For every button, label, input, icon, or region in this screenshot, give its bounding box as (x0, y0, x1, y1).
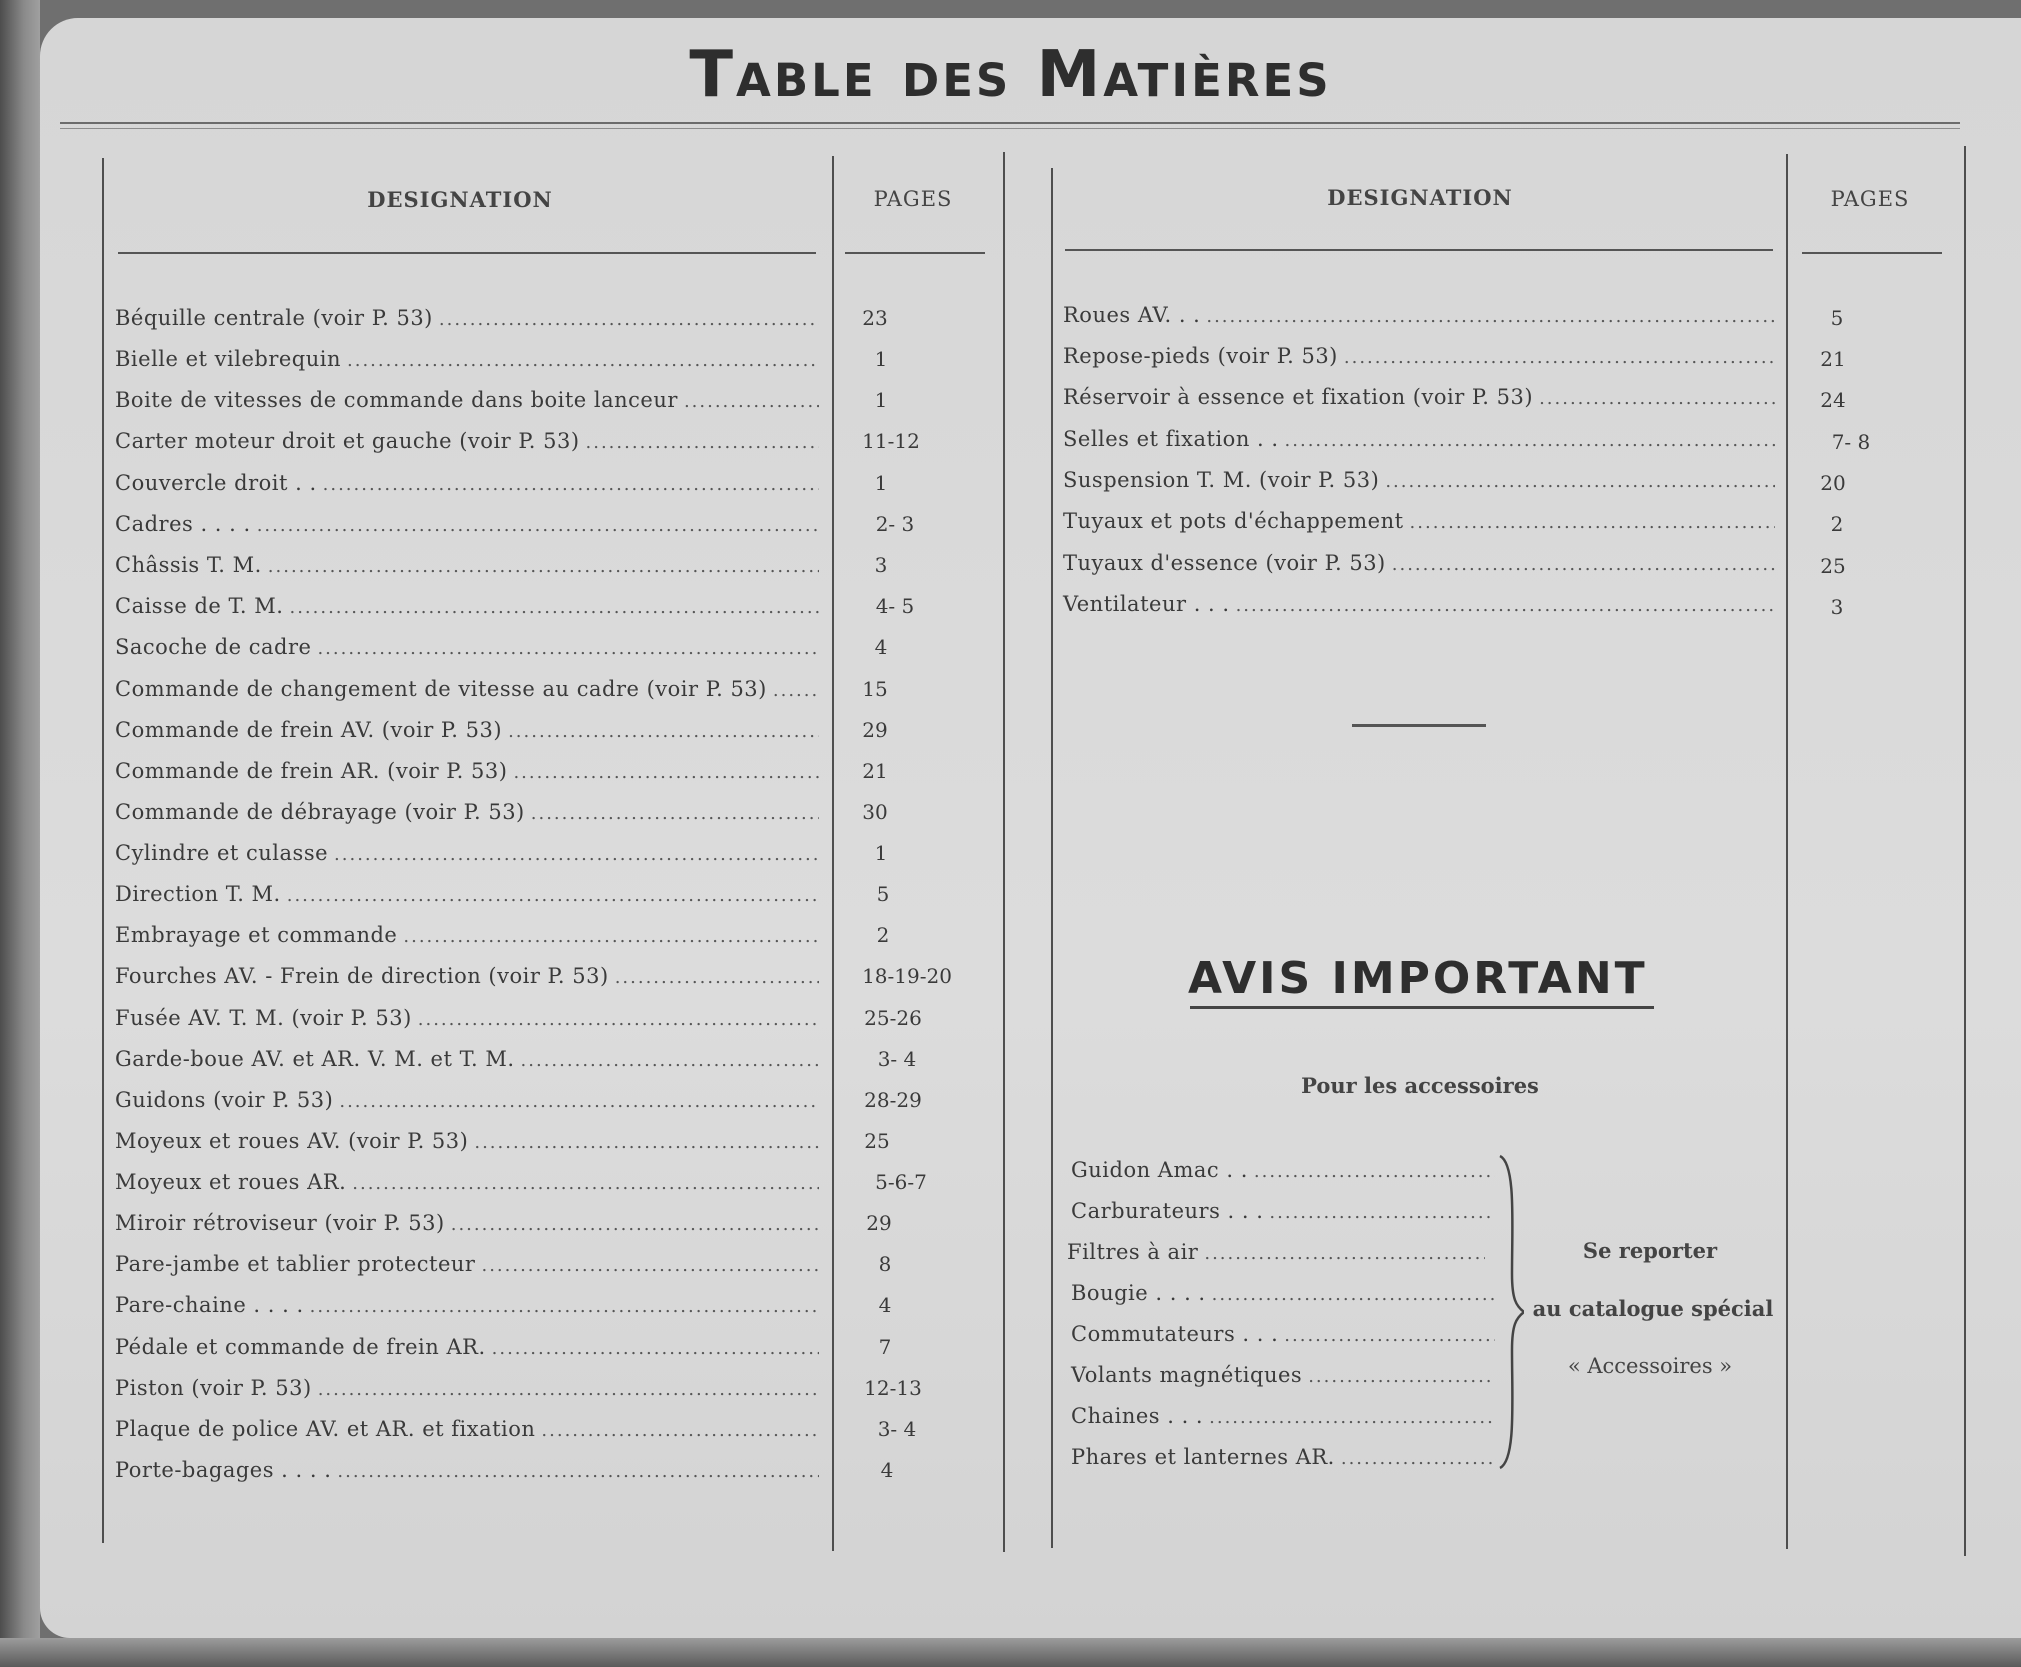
table-row (115, 305, 819, 333)
row-leader (615, 965, 819, 991)
row-leader (257, 513, 819, 539)
row-leader (586, 430, 819, 456)
row-leader (418, 1007, 819, 1033)
page-title: Table des Matières (689, 38, 1332, 112)
row-label: Cylindre et culasse (115, 841, 329, 865)
row-leader (492, 1336, 819, 1362)
table-row (115, 552, 819, 580)
avis-subtitle: Pour les accessoires (1301, 1073, 1539, 1098)
book-spine (0, 0, 40, 1667)
left-header-rule (118, 252, 816, 254)
row-label: Réservoir à essence et fixation (voir P. 53) (1063, 385, 1534, 409)
row-label: Boite de vitesses de commande dans boite lanceur (115, 388, 678, 412)
table-row (115, 963, 819, 991)
table-row (115, 1005, 819, 1033)
table-row (115, 634, 819, 662)
row-label: Moyeux et roues AV. (voir P. 53) (115, 1129, 469, 1153)
row-leader (1206, 304, 1775, 330)
note-line-1: Se reporter (1582, 1238, 1718, 1263)
right-header-pages: PAGES (1830, 187, 1910, 211)
note-line-2: au catalogue spécial (1532, 1296, 1774, 1321)
note-line-3: « Accessoires » (1567, 1354, 1733, 1378)
row-label: Commande de changement de vitesse au cadre (voir P. 53) (115, 677, 767, 701)
left-pages-divider (832, 156, 834, 1551)
row-page: 5 (876, 882, 890, 906)
row-page: 5 (1830, 306, 1844, 330)
right-header-designation: DESIGNATION (1327, 185, 1513, 210)
row-label: Direction T. M. (115, 882, 281, 906)
item-label: Filtres à air (1067, 1240, 1199, 1264)
table-row (115, 840, 819, 868)
row-leader (513, 760, 819, 786)
row-leader (268, 554, 819, 580)
item-label: Commutateurs . . . (1071, 1322, 1279, 1346)
row-page: 4 (880, 1458, 894, 1482)
avis-title: AVIS IMPORTANT (1188, 953, 1648, 1004)
row-label: Roues AV. . . (1063, 303, 1201, 327)
table-row (1063, 384, 1775, 412)
row-page: 7 (878, 1335, 892, 1359)
row-leader (1539, 386, 1775, 412)
curly-brace-icon (1494, 1154, 1524, 1470)
row-leader (521, 1048, 819, 1074)
row-page: 3 (874, 553, 888, 577)
table-row (115, 470, 819, 498)
table-row (1063, 426, 1775, 454)
table-row (115, 1169, 819, 1197)
avis-title-underline (1190, 1006, 1654, 1009)
row-page: 20 (1820, 471, 1846, 495)
row-page: 3 (1830, 595, 1844, 619)
row-page: 11-12 (862, 429, 920, 453)
row-leader (287, 883, 819, 909)
row-page: 21 (1820, 347, 1846, 371)
item-label: Phares et lanternes AR. (1071, 1445, 1335, 1469)
table-row (1063, 302, 1775, 330)
row-label: Garde-boue AV. et AR. V. M. et T. M. (115, 1047, 515, 1071)
row-leader (337, 1459, 819, 1485)
row-label: Cadres . . . . (115, 512, 251, 536)
table-row (115, 346, 819, 374)
row-page: 2 (1830, 512, 1844, 536)
row-page: 25 (864, 1129, 890, 1153)
table-row (115, 676, 819, 704)
row-leader (1392, 552, 1775, 578)
item-label: Carburateurs . . . (1071, 1199, 1264, 1223)
list-item (1071, 1157, 1495, 1185)
list-item (1067, 1239, 1485, 1267)
row-label: Tuyaux et pots d'échappement (1063, 509, 1404, 533)
row-leader (1209, 1405, 1495, 1431)
row-page: 29 (866, 1211, 892, 1235)
list-item (1071, 1403, 1495, 1431)
left-header-pages: PAGES (873, 187, 953, 211)
left-table-border (102, 158, 104, 1543)
row-label: Béquille centrale (voir P. 53) (115, 306, 433, 330)
table-row (1063, 467, 1775, 495)
row-leader (1410, 510, 1775, 536)
table-row (1063, 550, 1775, 578)
row-page: 5-6-7 (875, 1170, 927, 1194)
row-page: 4 (874, 635, 888, 659)
table-row (115, 1210, 819, 1238)
table-row (1063, 508, 1775, 536)
table-top-border (60, 122, 1960, 129)
row-page: 2 (876, 923, 890, 947)
list-item (1071, 1362, 1495, 1390)
row-label: Porte-bagages . . . . (115, 1458, 332, 1482)
table-row (115, 1128, 819, 1156)
table-row (115, 1292, 819, 1320)
row-label: Piston (voir P. 53) (115, 1376, 312, 1400)
row-label: Selles et fixation . . (1063, 427, 1279, 451)
table-row (115, 1046, 819, 1074)
row-label: Commande de frein AR. (voir P. 53) (115, 759, 508, 783)
item-label: Bougie . . . . (1071, 1281, 1206, 1305)
row-page: 8 (878, 1252, 892, 1276)
row-leader (1254, 1159, 1495, 1185)
row-label: Repose-pieds (voir P. 53) (1063, 344, 1338, 368)
list-item (1071, 1444, 1495, 1472)
row-leader (323, 472, 819, 498)
table-row (115, 1087, 819, 1115)
row-leader (684, 389, 819, 415)
row-leader (541, 1418, 819, 1444)
row-label: Pare-chaine . . . . (115, 1293, 304, 1317)
row-leader (318, 1377, 819, 1403)
table-row (115, 1334, 819, 1362)
row-leader (773, 678, 819, 704)
row-leader (352, 1171, 819, 1197)
row-label: Tuyaux d'essence (voir P. 53) (1063, 551, 1386, 575)
item-label: Volants magnétiques (1071, 1363, 1303, 1387)
row-leader (339, 1089, 819, 1115)
table-row (115, 922, 819, 950)
row-label: Pédale et commande de frein AR. (115, 1335, 486, 1359)
row-label: Ventilateur . . . (1063, 592, 1230, 616)
left-header-designation: DESIGNATION (367, 187, 553, 212)
row-leader (334, 842, 819, 868)
page-bottom-edge (0, 1638, 2021, 1667)
row-leader (481, 1253, 819, 1279)
table-row (115, 593, 819, 621)
row-page: 3- 4 (877, 1047, 917, 1071)
row-leader (474, 1130, 819, 1156)
column-divider (1003, 152, 1005, 1552)
row-page: 7- 8 (1831, 430, 1871, 454)
row-label: Commande de frein AV. (voir P. 53) (115, 718, 503, 742)
list-item (1071, 1198, 1495, 1226)
row-leader (531, 801, 819, 827)
right-table-border (1051, 168, 1053, 1548)
row-leader (1236, 593, 1775, 619)
row-leader (1285, 428, 1775, 454)
row-label: Châssis T. M. (115, 553, 262, 577)
table-row (115, 1457, 819, 1485)
row-page: 24 (1820, 388, 1846, 412)
table-row (115, 511, 819, 539)
row-leader (347, 348, 819, 374)
left-pages-rule (845, 252, 985, 254)
row-leader (451, 1212, 819, 1238)
row-page: 25-26 (864, 1006, 922, 1030)
list-item (1071, 1321, 1495, 1349)
item-label: Chaines . . . (1071, 1404, 1204, 1428)
row-leader (1284, 1323, 1495, 1349)
row-page: 29 (862, 718, 888, 742)
row-leader (1385, 469, 1775, 495)
row-leader (317, 636, 819, 662)
item-label: Guidon Amac . . (1071, 1158, 1248, 1182)
table-row (1063, 343, 1775, 371)
table-row (115, 1251, 819, 1279)
table-row (115, 1375, 819, 1403)
row-label: Pare-jambe et tablier protecteur (115, 1252, 476, 1276)
row-label: Fusée AV. T. M. (voir P. 53) (115, 1006, 412, 1030)
row-label: Moyeux et roues AR. (115, 1170, 347, 1194)
row-leader (1341, 1446, 1495, 1472)
row-leader (1204, 1241, 1485, 1267)
section-divider (1352, 724, 1486, 727)
row-leader (1212, 1282, 1495, 1308)
row-page: 23 (862, 306, 888, 330)
row-leader (439, 307, 819, 333)
row-page: 25 (1820, 554, 1846, 578)
row-label: Embrayage et commande (115, 923, 398, 947)
row-page: 15 (862, 677, 888, 701)
row-page: 1 (874, 388, 888, 412)
list-item (1071, 1280, 1495, 1308)
row-label: Bielle et vilebrequin (115, 347, 341, 371)
row-label: Fourches AV. - Frein de direction (voir P. 53) (115, 964, 609, 988)
row-label: Commande de débrayage (voir P. 53) (115, 800, 525, 824)
row-page: 18-19-20 (862, 964, 952, 988)
row-leader (289, 595, 819, 621)
table-row (115, 758, 819, 786)
row-label: Plaque de police AV. et AR. et fixation (115, 1417, 536, 1441)
table-row (115, 1416, 819, 1444)
row-label: Couvercle droit . . (115, 471, 317, 495)
row-page: 28-29 (864, 1088, 922, 1112)
row-label: Sacoche de cadre (115, 635, 312, 659)
row-leader (1269, 1200, 1495, 1226)
row-leader (310, 1294, 819, 1320)
row-label: Guidons (voir P. 53) (115, 1088, 334, 1112)
table-row (115, 881, 819, 909)
row-leader (508, 719, 819, 745)
table-row (115, 387, 819, 415)
row-leader (403, 924, 819, 950)
row-label: Miroir rétroviseur (voir P. 53) (115, 1211, 445, 1235)
table-row (115, 799, 819, 827)
table-row (115, 428, 819, 456)
row-page: 4- 5 (875, 594, 915, 618)
row-page: 21 (862, 759, 888, 783)
right-header-rule (1065, 249, 1773, 251)
table-row (115, 717, 819, 745)
row-page: 4 (878, 1293, 892, 1317)
right-pages-rule (1802, 252, 1942, 254)
row-page: 12-13 (864, 1376, 922, 1400)
table-row (1063, 591, 1775, 619)
row-label: Carter moteur droit et gauche (voir P. 53) (115, 429, 580, 453)
row-page: 2- 3 (875, 512, 915, 536)
row-page: 1 (874, 471, 888, 495)
row-page: 3- 4 (877, 1417, 917, 1441)
right-outer-border (1964, 146, 1966, 1556)
row-leader (1308, 1364, 1495, 1390)
row-label: Caisse de T. M. (115, 594, 284, 618)
row-leader (1344, 345, 1775, 371)
row-page: 1 (874, 841, 888, 865)
row-page: 30 (862, 800, 888, 824)
row-page: 1 (874, 347, 888, 371)
row-label: Suspension T. M. (voir P. 53) (1063, 468, 1380, 492)
